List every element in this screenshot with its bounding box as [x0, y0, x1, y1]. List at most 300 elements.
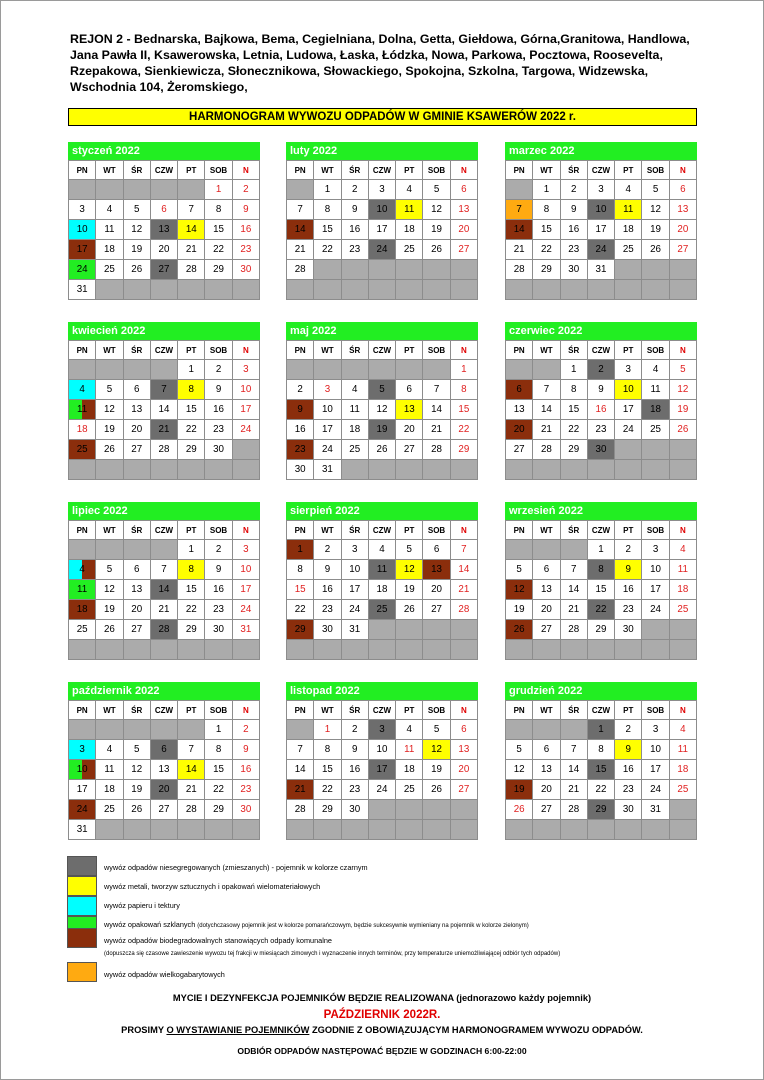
day-cell: 27 [533, 800, 560, 820]
day-cell: 16 [615, 580, 642, 600]
day-cell: 7 [423, 380, 450, 400]
day-cell: 26 [96, 620, 123, 640]
weekday-header: CZW [587, 701, 614, 720]
empty-cell [450, 640, 477, 660]
month-calendar [286, 502, 478, 660]
day-cell: 23 [205, 600, 232, 620]
day-cell: 5 [423, 720, 450, 740]
day-cell: 16 [232, 220, 259, 240]
weekday-header: PN [506, 521, 533, 540]
weekday-header: PT [396, 521, 423, 540]
day-cell: 29 [205, 800, 232, 820]
empty-cell [96, 640, 123, 660]
legend-text-bulky: wywóz odpadów wielkogabarytowych [104, 970, 225, 979]
day-cell: 24 [642, 780, 669, 800]
day-cell: 14 [150, 400, 177, 420]
day-cell: 8 [587, 560, 614, 580]
day-cell: 19 [423, 760, 450, 780]
empty-cell [123, 720, 150, 740]
footer-washing-bold: MYCIE I DEZYNFEKCJA POJEMNIKÓW BĘDZIE REALIZOWANA [172, 993, 454, 1003]
day-cell: 25 [396, 780, 423, 800]
day-cell: 26 [396, 600, 423, 620]
day-cell: 5 [642, 180, 669, 200]
weekday-header: CZW [587, 341, 614, 360]
footer-hours: ODBIÓR ODPADÓW NASTĘPOWAĆ BĘDZIE W GODZINACH 6:00-22:00 [237, 1046, 527, 1056]
day-cell: 11 [69, 400, 96, 420]
day-cell: 20 [450, 220, 477, 240]
day-cell: 19 [506, 600, 533, 620]
day-cell: 22 [178, 600, 205, 620]
empty-cell [642, 260, 669, 280]
day-cell: 15 [587, 760, 614, 780]
empty-cell [123, 540, 150, 560]
weekday-header: PN [287, 341, 314, 360]
day-cell: 16 [341, 760, 368, 780]
day-cell: 22 [560, 420, 587, 440]
weekday-header: CZW [368, 701, 395, 720]
day-cell: 26 [368, 440, 395, 460]
empty-cell [396, 620, 423, 640]
day-cell: 4 [396, 180, 423, 200]
day-cell: 10 [642, 740, 669, 760]
day-cell: 23 [232, 240, 259, 260]
empty-cell [232, 640, 259, 660]
day-cell: 24 [232, 600, 259, 620]
day-cell: 8 [560, 380, 587, 400]
day-cell: 1 [178, 540, 205, 560]
day-cell: 5 [96, 380, 123, 400]
empty-cell [178, 640, 205, 660]
day-cell: 30 [314, 620, 341, 640]
day-cell: 25 [69, 440, 96, 460]
weekday-header: CZW [150, 161, 177, 180]
day-cell: 26 [123, 260, 150, 280]
empty-cell [506, 460, 533, 480]
weekday-header: N [450, 341, 477, 360]
day-cell: 28 [150, 620, 177, 640]
day-cell: 23 [587, 420, 614, 440]
day-cell: 22 [178, 420, 205, 440]
day-cell: 9 [314, 560, 341, 580]
day-cell: 12 [506, 580, 533, 600]
day-cell: 28 [506, 260, 533, 280]
day-cell: 30 [232, 800, 259, 820]
day-cell: 8 [205, 200, 232, 220]
day-cell: 12 [423, 740, 450, 760]
day-cell: 10 [368, 740, 395, 760]
day-cell: 20 [669, 220, 696, 240]
day-cell: 16 [287, 420, 314, 440]
empty-cell [368, 640, 395, 660]
weekday-header: N [450, 521, 477, 540]
day-cell: 23 [205, 420, 232, 440]
day-cell: 17 [642, 580, 669, 600]
day-cell: 12 [423, 200, 450, 220]
day-cell: 16 [205, 400, 232, 420]
empty-cell [450, 620, 477, 640]
day-cell: 30 [205, 440, 232, 460]
day-cell: 24 [69, 260, 96, 280]
day-cell: 20 [423, 580, 450, 600]
month-title: listopad 2022 [286, 682, 478, 700]
day-cell: 28 [560, 620, 587, 640]
legend-bio-note-text: (dopuszcza się czasowe zawieszenie wywozu tej frakcji w miesiącach zimowych i wyznaczenie innych terminów, przy temperaturze uniemożliwiającej odbiór tych odpadów) [104, 951, 561, 957]
day-cell: 12 [123, 220, 150, 240]
weekday-header: WT [314, 341, 341, 360]
empty-cell [423, 800, 450, 820]
day-cell: 6 [533, 740, 560, 760]
empty-cell [669, 820, 696, 840]
day-cell: 30 [205, 620, 232, 640]
day-cell: 14 [423, 400, 450, 420]
empty-cell [450, 820, 477, 840]
day-cell: 11 [96, 760, 123, 780]
day-cell: 27 [450, 780, 477, 800]
day-cell: 23 [341, 780, 368, 800]
empty-cell [287, 180, 314, 200]
weekday-header: SOB [642, 521, 669, 540]
empty-cell [506, 820, 533, 840]
empty-cell [341, 820, 368, 840]
day-cell: 14 [560, 580, 587, 600]
day-cell: 13 [123, 400, 150, 420]
day-cell: 22 [587, 600, 614, 620]
day-cell: 5 [368, 380, 395, 400]
weekday-header: PN [506, 701, 533, 720]
empty-cell [533, 540, 560, 560]
month-calendar [505, 682, 697, 840]
weekday-header: PT [615, 701, 642, 720]
weekday-header: CZW [368, 521, 395, 540]
day-cell: 24 [642, 600, 669, 620]
day-cell: 3 [314, 380, 341, 400]
empty-cell [123, 460, 150, 480]
empty-cell [341, 260, 368, 280]
weekday-header: SOB [642, 701, 669, 720]
day-cell: 30 [287, 460, 314, 480]
day-cell: 8 [205, 740, 232, 760]
empty-cell [287, 360, 314, 380]
day-cell: 4 [669, 720, 696, 740]
day-cell: 29 [587, 620, 614, 640]
weekday-header: PT [178, 161, 205, 180]
day-cell: 24 [587, 240, 614, 260]
day-cell: 10 [232, 560, 259, 580]
day-cell: 11 [615, 200, 642, 220]
day-cell: 11 [96, 220, 123, 240]
legend-text-mixed: wywóz odpadów niesegregowanych (zmieszanych) - pojemnik w kolorze czarnym [104, 863, 368, 872]
day-cell: 5 [96, 560, 123, 580]
day-cell: 15 [533, 220, 560, 240]
day-cell: 18 [341, 420, 368, 440]
day-cell: 16 [205, 580, 232, 600]
day-cell: 15 [314, 220, 341, 240]
day-cell: 22 [314, 240, 341, 260]
day-cell: 22 [533, 240, 560, 260]
day-cell: 23 [341, 240, 368, 260]
empty-cell [368, 360, 395, 380]
weekday-header: PT [178, 521, 205, 540]
footer-request-a: PROSIMY [121, 1025, 167, 1035]
empty-cell [368, 620, 395, 640]
day-cell: 7 [150, 380, 177, 400]
empty-cell [423, 820, 450, 840]
empty-cell [587, 280, 614, 300]
day-cell: 14 [533, 400, 560, 420]
day-cell: 22 [587, 780, 614, 800]
day-cell: 22 [205, 780, 232, 800]
weekday-header: SOB [423, 521, 450, 540]
day-cell: 10 [368, 200, 395, 220]
day-cell: 14 [450, 560, 477, 580]
empty-cell [69, 180, 96, 200]
weekday-header: PN [69, 521, 96, 540]
day-cell: 29 [178, 440, 205, 460]
weekday-header: WT [533, 701, 560, 720]
day-cell: 24 [314, 440, 341, 460]
day-cell: 2 [232, 720, 259, 740]
day-cell: 24 [368, 780, 395, 800]
day-cell: 4 [69, 380, 96, 400]
day-cell: 11 [341, 400, 368, 420]
weekday-header: SOB [423, 161, 450, 180]
footer-month: PAŹDZIERNIK 2022R. [323, 1009, 441, 1021]
empty-cell [96, 820, 123, 840]
footer-request-underlined: O WYSTAWIANIE POJEMNIKÓW [166, 1025, 310, 1035]
day-cell: 24 [615, 420, 642, 440]
day-cell: 9 [232, 740, 259, 760]
empty-cell [69, 360, 96, 380]
day-cell: 4 [69, 560, 96, 580]
weekday-header: PT [178, 341, 205, 360]
weekday-header: WT [533, 161, 560, 180]
day-cell: 1 [450, 360, 477, 380]
day-cell: 17 [341, 580, 368, 600]
weekday-header: WT [314, 161, 341, 180]
month-calendar [286, 142, 478, 300]
day-cell: 16 [314, 580, 341, 600]
weekday-header: ŚR [123, 161, 150, 180]
empty-cell [506, 720, 533, 740]
weekday-header: PT [178, 701, 205, 720]
day-cell: 13 [150, 220, 177, 240]
day-cell: 23 [615, 600, 642, 620]
day-cell: 5 [669, 360, 696, 380]
empty-cell [587, 460, 614, 480]
day-cell: 30 [341, 800, 368, 820]
day-cell: 20 [506, 420, 533, 440]
day-cell: 21 [506, 240, 533, 260]
empty-cell [287, 820, 314, 840]
empty-cell [232, 820, 259, 840]
day-cell: 3 [368, 180, 395, 200]
month-title: marzec 2022 [505, 142, 697, 160]
empty-cell [669, 640, 696, 660]
weekday-header: PN [69, 161, 96, 180]
day-cell: 28 [150, 440, 177, 460]
month-title: grudzień 2022 [505, 682, 697, 700]
empty-cell [396, 280, 423, 300]
day-cell: 25 [341, 440, 368, 460]
day-cell: 5 [506, 560, 533, 580]
day-cell: 10 [69, 760, 96, 780]
weekday-header: N [232, 701, 259, 720]
weekday-header: SOB [205, 161, 232, 180]
day-cell: 19 [123, 240, 150, 260]
day-cell: 19 [642, 220, 669, 240]
day-cell: 4 [642, 360, 669, 380]
day-cell: 9 [560, 200, 587, 220]
empty-cell [341, 360, 368, 380]
weekday-header: CZW [368, 161, 395, 180]
weekday-header: WT [96, 521, 123, 540]
day-cell: 6 [450, 180, 477, 200]
footer-washing [0, 993, 764, 1003]
empty-cell [123, 820, 150, 840]
weekday-header: SOB [205, 341, 232, 360]
empty-cell [150, 360, 177, 380]
weekday-header: N [450, 161, 477, 180]
day-cell: 25 [669, 780, 696, 800]
day-cell: 24 [341, 600, 368, 620]
empty-cell [615, 440, 642, 460]
empty-cell [615, 280, 642, 300]
day-cell: 27 [450, 240, 477, 260]
day-cell: 12 [123, 760, 150, 780]
empty-cell [314, 260, 341, 280]
day-cell: 9 [587, 380, 614, 400]
weekday-header: PN [69, 701, 96, 720]
day-cell: 3 [642, 540, 669, 560]
day-cell: 2 [560, 180, 587, 200]
empty-cell [178, 280, 205, 300]
empty-cell [69, 460, 96, 480]
day-cell: 21 [560, 780, 587, 800]
empty-cell [96, 540, 123, 560]
day-cell: 11 [669, 560, 696, 580]
day-cell: 26 [423, 780, 450, 800]
day-cell: 10 [642, 560, 669, 580]
empty-cell [615, 260, 642, 280]
legend-bio-note [104, 948, 560, 957]
day-cell: 31 [232, 620, 259, 640]
empty-cell [178, 460, 205, 480]
weekday-header: WT [96, 161, 123, 180]
day-cell: 23 [287, 440, 314, 460]
day-cell: 9 [205, 560, 232, 580]
day-cell: 21 [150, 600, 177, 620]
empty-cell [423, 460, 450, 480]
day-cell: 16 [615, 760, 642, 780]
empty-cell [396, 820, 423, 840]
weekday-header: N [669, 701, 696, 720]
day-cell: 24 [368, 240, 395, 260]
day-cell: 2 [341, 720, 368, 740]
empty-cell [150, 640, 177, 660]
day-cell: 3 [232, 540, 259, 560]
day-cell: 10 [232, 380, 259, 400]
day-cell: 21 [178, 780, 205, 800]
day-cell: 15 [178, 580, 205, 600]
day-cell: 31 [69, 280, 96, 300]
empty-cell [150, 720, 177, 740]
day-cell: 7 [150, 560, 177, 580]
day-cell: 1 [314, 180, 341, 200]
day-cell: 14 [178, 220, 205, 240]
empty-cell [423, 620, 450, 640]
day-cell: 13 [506, 400, 533, 420]
day-cell: 3 [341, 540, 368, 560]
day-cell: 15 [560, 400, 587, 420]
day-cell: 25 [642, 420, 669, 440]
weekday-header: PT [396, 341, 423, 360]
day-cell: 4 [96, 200, 123, 220]
month-calendar [68, 682, 260, 840]
empty-cell [150, 540, 177, 560]
day-cell: 7 [287, 740, 314, 760]
empty-cell [178, 820, 205, 840]
empty-cell [287, 720, 314, 740]
month-calendar [286, 682, 478, 840]
empty-cell [450, 260, 477, 280]
legend-glass-label: wywóz opakowań szklanych [104, 920, 196, 929]
weekday-header: ŚR [560, 161, 587, 180]
day-cell: 8 [533, 200, 560, 220]
empty-cell [232, 280, 259, 300]
day-cell: 12 [96, 580, 123, 600]
day-cell: 6 [533, 560, 560, 580]
day-cell: 28 [287, 800, 314, 820]
weekday-header: PT [615, 521, 642, 540]
empty-cell [450, 800, 477, 820]
day-cell: 26 [506, 620, 533, 640]
day-cell: 27 [123, 440, 150, 460]
empty-cell [669, 280, 696, 300]
empty-cell [368, 260, 395, 280]
day-cell: 25 [69, 620, 96, 640]
day-cell: 23 [615, 780, 642, 800]
day-cell: 11 [642, 380, 669, 400]
day-cell: 8 [287, 560, 314, 580]
day-cell: 17 [232, 400, 259, 420]
empty-cell [232, 440, 259, 460]
day-cell: 23 [560, 240, 587, 260]
day-cell: 12 [642, 200, 669, 220]
month-calendar [505, 322, 697, 480]
empty-cell [232, 460, 259, 480]
day-cell: 20 [123, 600, 150, 620]
empty-cell [506, 360, 533, 380]
day-cell: 6 [423, 540, 450, 560]
day-cell: 17 [642, 760, 669, 780]
day-cell: 31 [642, 800, 669, 820]
day-cell: 7 [450, 540, 477, 560]
empty-cell [205, 640, 232, 660]
empty-cell [423, 640, 450, 660]
day-cell: 13 [396, 400, 423, 420]
empty-cell [69, 640, 96, 660]
day-cell: 20 [150, 780, 177, 800]
day-cell: 12 [506, 760, 533, 780]
day-cell: 27 [150, 260, 177, 280]
day-cell: 2 [587, 360, 614, 380]
weekday-header: CZW [368, 341, 395, 360]
weekday-header: ŚR [560, 341, 587, 360]
empty-cell [205, 820, 232, 840]
empty-cell [642, 620, 669, 640]
day-cell: 22 [314, 780, 341, 800]
day-cell: 1 [560, 360, 587, 380]
